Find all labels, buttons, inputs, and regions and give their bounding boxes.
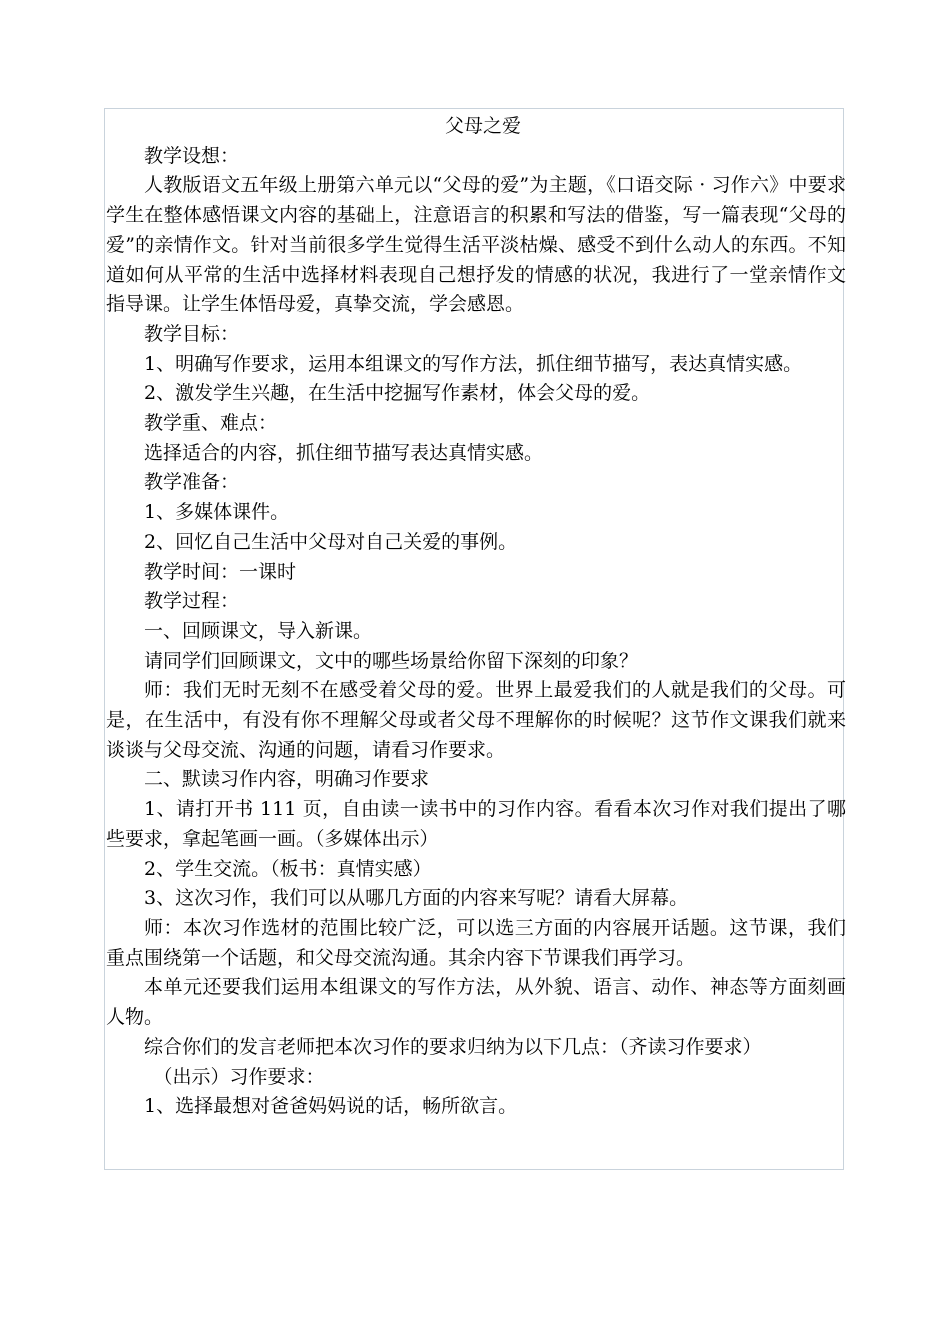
- paragraph-key-points: 选择适合的内容，抓住细节描写表达真情实感。: [144, 441, 544, 464]
- heading-key-points: 教学重、难点：: [144, 412, 278, 435]
- heading-preparation: 教学准备：: [144, 471, 240, 494]
- step-1-teacher: 师：我们无时无刻不在感受着父母的爱。世界上最爱我们的人就是我们的父母。可是，在生活中，有没有你不理解父母或者父母不理解你的时候呢？这节作文课我们就来谈谈与父母交流、沟通的问题，请看习作要求。: [106, 679, 846, 761]
- paragraph-concept: 人教版语文五年级上册第六单元以“父母的爱”为主题，《口语交际 · 习作六》中要求学生在整体感悟课文内容的基础上，注意语言的积累和写法的借鉴，写一篇表现“父母的爱”的亲情作文。针对当前很多学生觉得生活平淡枯燥、感受不到什么动人的东西。不知道如何从平常的生活中选择材料表现自己想抒发的情感的状况，我进行了一堂亲情作文指导课。让学生体悟母爱，真挚交流，学会感恩。: [106, 174, 846, 316]
- requirements-heading: （出示）习作要求：: [153, 1065, 325, 1088]
- heading-process: 教学过程：: [144, 590, 240, 613]
- document-title: 父母之爱: [444, 115, 521, 137]
- step-1-question: 请同学们回顾课文，文中的哪些场景给你留下深刻的印象？: [144, 649, 639, 672]
- step-2-unit-note: 本单元还要我们运用本组课文的写作方法，从外貌、语言、动作、神态等方面刻画人物。: [106, 976, 846, 1029]
- teaching-time: 教学时间：一课时: [144, 560, 297, 583]
- requirement-1: 1、选择最想对爸爸妈妈说的话，畅所欲言。: [144, 1095, 518, 1118]
- step-2-heading: 二、默读习作内容，明确习作要求: [144, 768, 430, 791]
- step-2-teacher: 师：本次习作选材的范围比较广泛，可以选三方面的内容展开话题。这节课，我们重点围绕第一个话题，和父母交流沟通。其余内容下节课我们再学习。: [106, 916, 846, 969]
- step-1-heading: 一、回顾课文，导入新课。: [144, 619, 373, 642]
- goal-2: 2、激发学生兴趣，在生活中挖掘写作素材，体会父母的爱。: [144, 382, 651, 405]
- preparation-1: 1、多媒体课件。: [144, 501, 290, 524]
- preparation-2: 2、回忆自己生活中父母对自己关爱的事例。: [144, 530, 518, 553]
- step-2-item-2: 2、学生交流。（板书：真情实感）: [144, 857, 432, 880]
- step-2-item-3: 3、这次习作，我们可以从哪几方面的内容来写呢？请看大屏幕。: [144, 887, 689, 910]
- goal-1: 1、明确写作要求，运用本组课文的写作方法，抓住细节描写，表达真情实感。: [144, 352, 803, 375]
- heading-teaching-goals: 教学目标：: [144, 322, 240, 345]
- step-2-summary: 综合你们的发言老师把本次习作的要求归纳为以下几点：（齐读习作要求）: [144, 1035, 762, 1058]
- document-body: [106, 112, 846, 1122]
- heading-teaching-concept: 教学设想：: [144, 144, 240, 167]
- step-2-item-1: 1、请打开书 111 页，自由读一读书中的习作内容。看看本次习作对我们提出了哪些要求，拿起笔画一画。（多媒体出示）: [106, 798, 846, 850]
